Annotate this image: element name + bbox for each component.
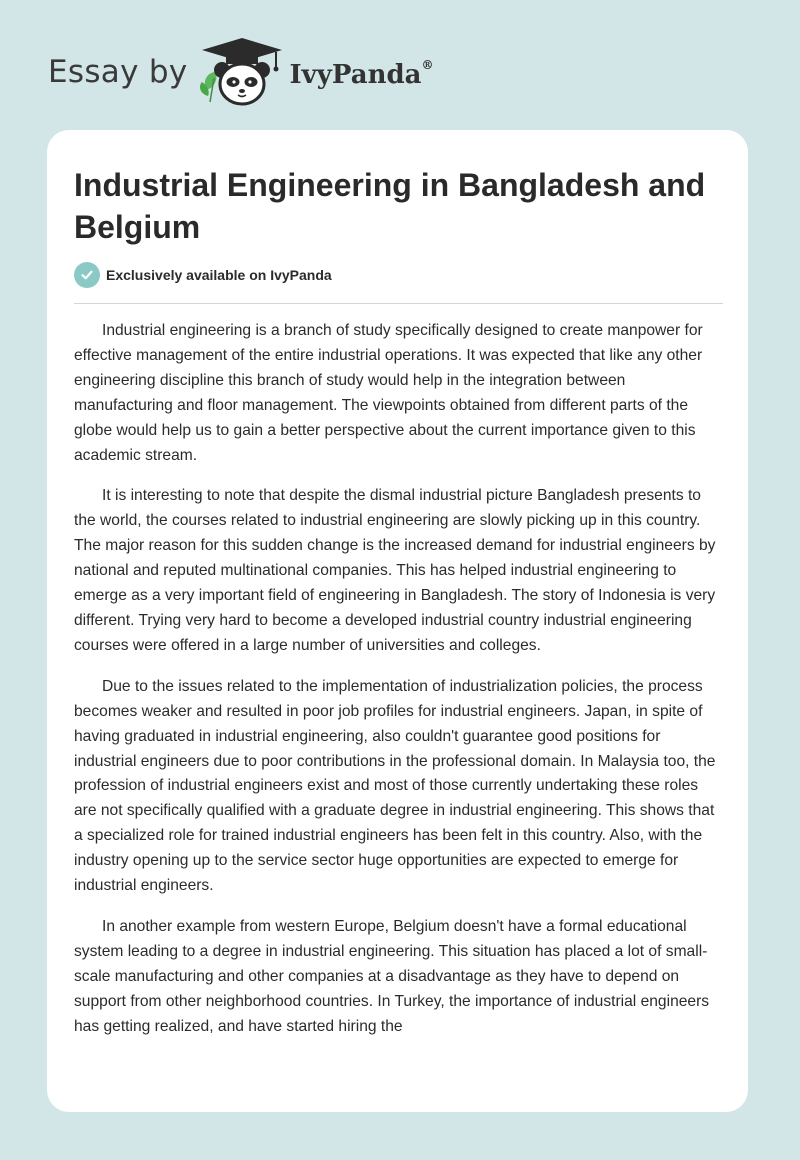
brand-text: IvyPanda <box>289 60 422 90</box>
essay-card <box>47 130 748 1112</box>
registered-mark: ® <box>421 58 434 73</box>
badge-label: Exclusively available on IvyPanda <box>106 267 332 283</box>
check-icon <box>74 262 100 288</box>
leaf-icon <box>200 72 217 102</box>
exclusive-badge <box>74 262 332 288</box>
paragraph: Industrial engineering is a branch of study specifically designed to create manpower for effective management of the entire industrial operations. It was expected that like any other engineering discipline this branch of study would help in the integration between manufacturing and floor management. The viewpoints obtained from different parts of the globe would help us to gain a better perspective about the current importance given to this academic stream. <box>74 322 703 464</box>
paragraph: In another example from western Europe, Belgium doesn't have a formal educational system leading to a degree in industrial engineering. This situation has placed a lot of small-scale manufacturing and other companies at a disadvantage as they have to depend on support from other neighborhood countries. In Turkey, the importance of industrial engineers has getting realized, and have started hiring the <box>74 917 710 1035</box>
page-title: Industrial Engineering in Bangladesh and Belgium <box>74 167 706 245</box>
brand-name[interactable] <box>290 60 434 90</box>
paragraph: It is interesting to note that despite the dismal industrial picture Bangladesh presents to the world, the courses related to industrial engineering are slowly picking up in this country. The major reason for this sudden change is the increased demand for industrial engineers by national and reputed multinational companies. This has helped industrial engineering to emerge as a very important field of engineering in Bangladesh. The story of Indonesia is very different. Trying very hard to become a developed industrial country industrial engineering courses were offered in a large number of universities and colleges. <box>74 487 716 654</box>
paragraph: Due to the issues related to the implementation of industrialization policies, the process becomes weaker and resulted in poor job profiles for industrial engineers. Japan, in spite of having graduated in industrial engineering, also couldn't guarantee good positions for industrial engineers due to poor contributions in the professional domain. In Malaysia too, the profession of industrial engineers exist and most of those currently undertaking these roles are not specifically qualified with a graduate degree in industrial engineering. This shows that a specialized role for trained industrial engineers has been felt in this country. Also, with the industry opening up to the service sector huge opportunities are expected to emerge for industrial engineers. <box>74 677 716 895</box>
panda-logo-icon[interactable] <box>196 32 288 112</box>
essay-body <box>74 319 724 1055</box>
essay-by-label: Essay by <box>48 54 188 90</box>
divider <box>74 303 723 304</box>
site-header <box>48 32 548 112</box>
